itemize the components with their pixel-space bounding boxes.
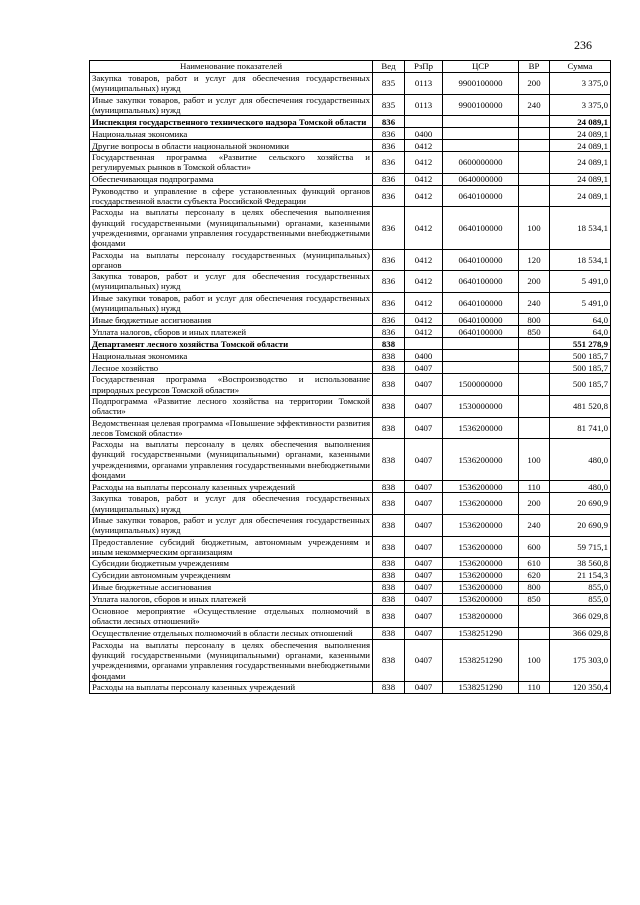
cell-vr: 240	[519, 94, 550, 116]
cell-name: Закупка товаров, работ и услуг для обеспечения государственных (муниципальных) нужд	[90, 493, 373, 515]
table-row	[90, 514, 611, 536]
cell-csr: 1536200000	[443, 570, 519, 582]
table-row	[90, 207, 611, 249]
cell-vr: 200	[519, 493, 550, 515]
cell-sum: 18 534,1	[550, 249, 611, 271]
cell-rzpr: 0412	[405, 185, 443, 207]
cell-vr: 110	[519, 681, 550, 693]
cell-sum: 3 375,0	[550, 94, 611, 116]
cell-ved: 835	[373, 73, 405, 95]
cell-vr	[519, 152, 550, 174]
cell-rzpr: 0407	[405, 558, 443, 570]
cell-rzpr: 0407	[405, 493, 443, 515]
cell-rzpr: 0407	[405, 582, 443, 594]
cell-sum: 3 375,0	[550, 73, 611, 95]
cell-vr	[519, 350, 550, 362]
cell-csr	[443, 128, 519, 140]
cell-name: Лесное хозяйство	[90, 362, 373, 374]
cell-ved: 836	[373, 207, 405, 249]
cell-name: Инспекция государственного технического надзора Томской области	[90, 116, 373, 128]
cell-csr: 1536200000	[443, 536, 519, 558]
cell-vr: 800	[519, 582, 550, 594]
cell-sum: 500 185,7	[550, 362, 611, 374]
cell-vr	[519, 173, 550, 185]
cell-ved: 836	[373, 271, 405, 293]
cell-vr: 100	[519, 639, 550, 681]
cell-csr: 0640100000	[443, 207, 519, 249]
table-row	[90, 249, 611, 271]
header-ved: Вед	[373, 61, 405, 73]
table-row	[90, 350, 611, 362]
cell-name: Уплата налогов, сборов и иных платежей	[90, 326, 373, 338]
cell-vr	[519, 362, 550, 374]
table-row	[90, 185, 611, 207]
cell-rzpr: 0407	[405, 362, 443, 374]
cell-ved: 838	[373, 350, 405, 362]
cell-csr: 0640100000	[443, 292, 519, 314]
cell-name: Субсидии автономным учреждениям	[90, 570, 373, 582]
cell-rzpr: 0407	[405, 481, 443, 493]
table-body	[90, 73, 611, 694]
cell-csr: 0640100000	[443, 326, 519, 338]
cell-ved: 838	[373, 558, 405, 570]
cell-vr: 800	[519, 314, 550, 326]
cell-vr	[519, 627, 550, 639]
cell-rzpr: 0407	[405, 594, 443, 606]
cell-name: Расходы на выплаты персоналу в целях обеспечения выполнения функций государственными (муниципальными) органами, казенными учреждениями, органами управления государственными внебюджетными фондами	[90, 207, 373, 249]
cell-vr	[519, 374, 550, 396]
cell-sum: 21 154,3	[550, 570, 611, 582]
cell-sum: 480,0	[550, 481, 611, 493]
cell-sum: 38 560,8	[550, 558, 611, 570]
table-row	[90, 594, 611, 606]
cell-sum: 480,0	[550, 439, 611, 481]
cell-vr	[519, 128, 550, 140]
table-row	[90, 362, 611, 374]
table-row	[90, 395, 611, 417]
cell-ved: 836	[373, 185, 405, 207]
cell-csr: 1536200000	[443, 481, 519, 493]
cell-sum: 24 089,1	[550, 140, 611, 152]
cell-vr: 110	[519, 481, 550, 493]
table-row	[90, 570, 611, 582]
cell-vr	[519, 185, 550, 207]
cell-sum: 81 741,0	[550, 417, 611, 439]
cell-ved: 835	[373, 94, 405, 116]
cell-name: Иные бюджетные ассигнования	[90, 314, 373, 326]
table-row	[90, 173, 611, 185]
cell-csr	[443, 338, 519, 350]
cell-rzpr: 0407	[405, 570, 443, 582]
cell-name: Национальная экономика	[90, 350, 373, 362]
table-row	[90, 128, 611, 140]
cell-ved: 838	[373, 606, 405, 628]
cell-name: Национальная экономика	[90, 128, 373, 140]
cell-rzpr: 0412	[405, 326, 443, 338]
cell-rzpr: 0407	[405, 417, 443, 439]
table-row	[90, 73, 611, 95]
cell-sum: 24 089,1	[550, 128, 611, 140]
cell-name: Закупка товаров, работ и услуг для обеспечения государственных (муниципальных) нужд	[90, 271, 373, 293]
table-row	[90, 326, 611, 338]
cell-name: Расходы на выплаты персоналу государственных (муниципальных) органов	[90, 249, 373, 271]
cell-sum: 366 029,8	[550, 606, 611, 628]
cell-rzpr: 0113	[405, 73, 443, 95]
table-row	[90, 639, 611, 681]
header-sum: Сумма	[550, 61, 611, 73]
table-row	[90, 94, 611, 116]
cell-sum: 64,0	[550, 326, 611, 338]
cell-csr	[443, 140, 519, 152]
table-row	[90, 439, 611, 481]
cell-name: Другие вопросы в области национальной экономики	[90, 140, 373, 152]
cell-sum: 855,0	[550, 594, 611, 606]
cell-name: Иные бюджетные ассигнования	[90, 582, 373, 594]
cell-name: Осуществление отдельных полномочий в области лесных отношений	[90, 627, 373, 639]
cell-vr: 200	[519, 271, 550, 293]
cell-vr: 620	[519, 570, 550, 582]
cell-ved: 838	[373, 395, 405, 417]
table-row	[90, 338, 611, 350]
cell-sum: 20 690,9	[550, 514, 611, 536]
cell-rzpr: 0407	[405, 374, 443, 396]
cell-sum: 20 690,9	[550, 493, 611, 515]
cell-name: Субсидии бюджетным учреждениям	[90, 558, 373, 570]
cell-rzpr: 0412	[405, 173, 443, 185]
cell-vr	[519, 417, 550, 439]
cell-csr: 0640000000	[443, 173, 519, 185]
cell-vr: 850	[519, 326, 550, 338]
cell-name: Государственная программа «Развитие сельского хозяйства и регулируемых рынков в Томской области»	[90, 152, 373, 174]
cell-ved: 838	[373, 374, 405, 396]
cell-ved: 836	[373, 128, 405, 140]
cell-rzpr: 0412	[405, 207, 443, 249]
table-row	[90, 116, 611, 128]
cell-name: Основное мероприятие «Осуществление отдельных полномочий в области лесных отношений»	[90, 606, 373, 628]
cell-rzpr: 0407	[405, 536, 443, 558]
cell-sum: 366 029,8	[550, 627, 611, 639]
cell-rzpr	[405, 116, 443, 128]
cell-rzpr: 0407	[405, 606, 443, 628]
cell-csr: 0640100000	[443, 314, 519, 326]
page-number: 236	[574, 38, 592, 52]
header-name: Наименование показателей	[90, 61, 373, 73]
table-row	[90, 493, 611, 515]
cell-csr	[443, 350, 519, 362]
cell-rzpr: 0412	[405, 152, 443, 174]
cell-vr: 200	[519, 73, 550, 95]
cell-rzpr: 0400	[405, 128, 443, 140]
cell-sum: 500 185,7	[550, 350, 611, 362]
cell-ved: 838	[373, 594, 405, 606]
cell-vr: 100	[519, 439, 550, 481]
cell-csr: 1538251290	[443, 627, 519, 639]
table-row	[90, 152, 611, 174]
cell-name: Иные закупки товаров, работ и услуг для обеспечения государственных (муниципальных) нужд	[90, 94, 373, 116]
cell-csr: 1538200000	[443, 606, 519, 628]
table-row	[90, 536, 611, 558]
cell-rzpr	[405, 338, 443, 350]
cell-sum: 120 350,4	[550, 681, 611, 693]
cell-ved: 836	[373, 249, 405, 271]
table-row	[90, 292, 611, 314]
cell-name: Предоставление субсидий бюджетным, автономным учреждениям и иным некоммерческим организациям	[90, 536, 373, 558]
cell-ved: 836	[373, 152, 405, 174]
cell-sum: 24 089,1	[550, 173, 611, 185]
cell-rzpr: 0412	[405, 249, 443, 271]
cell-vr	[519, 338, 550, 350]
table-row	[90, 271, 611, 293]
cell-csr: 1530000000	[443, 395, 519, 417]
cell-sum: 59 715,1	[550, 536, 611, 558]
cell-ved: 836	[373, 140, 405, 152]
cell-csr: 0640100000	[443, 271, 519, 293]
cell-ved: 838	[373, 681, 405, 693]
cell-csr: 1536200000	[443, 514, 519, 536]
cell-csr: 0640100000	[443, 249, 519, 271]
table-row	[90, 314, 611, 326]
cell-name: Государственная программа «Воспроизводство и использование природных ресурсов Томской области»	[90, 374, 373, 396]
cell-csr: 1500000000	[443, 374, 519, 396]
cell-name: Подпрограмма «Развитие лесного хозяйства на территории Томской области»	[90, 395, 373, 417]
cell-rzpr: 0407	[405, 681, 443, 693]
cell-sum: 175 303,0	[550, 639, 611, 681]
cell-ved: 836	[373, 292, 405, 314]
cell-vr: 240	[519, 292, 550, 314]
cell-vr	[519, 606, 550, 628]
cell-sum: 24 089,1	[550, 185, 611, 207]
cell-rzpr: 0407	[405, 627, 443, 639]
cell-sum: 551 278,9	[550, 338, 611, 350]
cell-rzpr: 0412	[405, 314, 443, 326]
cell-name: Уплата налогов, сборов и иных платежей	[90, 594, 373, 606]
cell-rzpr: 0407	[405, 514, 443, 536]
cell-vr: 240	[519, 514, 550, 536]
table-row	[90, 582, 611, 594]
cell-vr: 610	[519, 558, 550, 570]
cell-csr: 1536200000	[443, 594, 519, 606]
cell-ved: 836	[373, 116, 405, 128]
cell-sum: 24 089,1	[550, 116, 611, 128]
cell-ved: 836	[373, 326, 405, 338]
cell-csr: 1538251290	[443, 681, 519, 693]
cell-sum: 18 534,1	[550, 207, 611, 249]
cell-csr: 1536200000	[443, 582, 519, 594]
cell-name: Обеспечивающая подпрограмма	[90, 173, 373, 185]
cell-vr: 100	[519, 207, 550, 249]
cell-ved: 838	[373, 536, 405, 558]
cell-ved: 838	[373, 514, 405, 536]
cell-csr	[443, 116, 519, 128]
cell-csr: 1538251290	[443, 639, 519, 681]
cell-ved: 838	[373, 493, 405, 515]
cell-vr	[519, 116, 550, 128]
cell-name: Руководство и управление в сфере установленных функций органов государственной власти субъекта Российской Федерации	[90, 185, 373, 207]
cell-ved: 838	[373, 481, 405, 493]
table-header-row	[90, 61, 611, 73]
cell-sum: 500 185,7	[550, 374, 611, 396]
cell-ved: 838	[373, 362, 405, 374]
cell-csr	[443, 362, 519, 374]
cell-csr: 0600000000	[443, 152, 519, 174]
table-row	[90, 627, 611, 639]
table-row	[90, 417, 611, 439]
cell-csr: 1536200000	[443, 417, 519, 439]
cell-rzpr: 0113	[405, 94, 443, 116]
cell-sum: 481 520,8	[550, 395, 611, 417]
table-row	[90, 140, 611, 152]
table-row	[90, 606, 611, 628]
cell-rzpr: 0407	[405, 639, 443, 681]
cell-rzpr: 0412	[405, 271, 443, 293]
cell-vr	[519, 140, 550, 152]
cell-csr: 0640100000	[443, 185, 519, 207]
cell-name: Департамент лесного хозяйства Томской области	[90, 338, 373, 350]
table-row	[90, 374, 611, 396]
cell-name: Иные закупки товаров, работ и услуг для обеспечения государственных (муниципальных) нужд	[90, 292, 373, 314]
header-vr: ВР	[519, 61, 550, 73]
cell-sum: 855,0	[550, 582, 611, 594]
cell-rzpr: 0412	[405, 140, 443, 152]
cell-csr: 9900100000	[443, 73, 519, 95]
header-rzpr: РзПр	[405, 61, 443, 73]
cell-name: Ведомственная целевая программа «Повышение эффективности развития лесов Томской области»	[90, 417, 373, 439]
cell-vr: 600	[519, 536, 550, 558]
cell-rzpr: 0412	[405, 292, 443, 314]
cell-ved: 836	[373, 314, 405, 326]
cell-vr: 120	[519, 249, 550, 271]
cell-vr: 850	[519, 594, 550, 606]
cell-name: Расходы на выплаты персоналу в целях обеспечения выполнения функций государственными (муниципальными) органами, казенными учреждениями, органами управления государственными внебюджетными фондами	[90, 439, 373, 481]
cell-vr	[519, 395, 550, 417]
table-row	[90, 481, 611, 493]
cell-ved: 838	[373, 639, 405, 681]
cell-ved: 838	[373, 417, 405, 439]
table-row	[90, 681, 611, 693]
cell-rzpr: 0407	[405, 439, 443, 481]
cell-ved: 838	[373, 570, 405, 582]
header-csr: ЦСР	[443, 61, 519, 73]
cell-rzpr: 0400	[405, 350, 443, 362]
cell-name: Расходы на выплаты персоналу казенных учреждений	[90, 481, 373, 493]
cell-ved: 838	[373, 627, 405, 639]
cell-name: Иные закупки товаров, работ и услуг для обеспечения государственных (муниципальных) нужд	[90, 514, 373, 536]
table-row	[90, 558, 611, 570]
cell-ved: 836	[373, 173, 405, 185]
cell-sum: 5 491,0	[550, 271, 611, 293]
cell-sum: 64,0	[550, 314, 611, 326]
cell-rzpr: 0407	[405, 395, 443, 417]
cell-csr: 1536200000	[443, 493, 519, 515]
cell-name: Расходы на выплаты персоналу казенных учреждений	[90, 681, 373, 693]
cell-csr: 9900100000	[443, 94, 519, 116]
cell-sum: 24 089,1	[550, 152, 611, 174]
cell-ved: 838	[373, 582, 405, 594]
cell-csr: 1536200000	[443, 439, 519, 481]
cell-ved: 838	[373, 439, 405, 481]
cell-name: Закупка товаров, работ и услуг для обеспечения государственных (муниципальных) нужд	[90, 73, 373, 95]
cell-name: Расходы на выплаты персоналу в целях обеспечения выполнения функций государственными (муниципальными) органами, казенными учреждениями, органами управления государственными внебюджетными фондами	[90, 639, 373, 681]
cell-csr: 1536200000	[443, 558, 519, 570]
cell-sum: 5 491,0	[550, 292, 611, 314]
cell-ved: 838	[373, 338, 405, 350]
budget-table	[89, 60, 611, 694]
